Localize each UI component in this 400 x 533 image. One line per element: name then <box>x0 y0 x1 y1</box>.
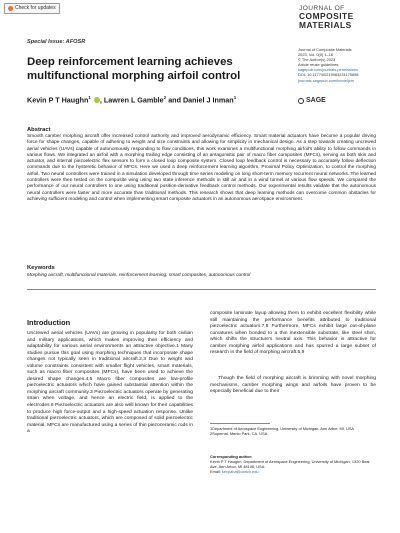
affiliation-2: 2Supernal, Menlo Park, CA, USA <box>210 431 268 437</box>
introduction-paragraph-right: composite laminate layup allowing them to exhibit excellent flexibility while still maintaining the performance benefits attributed to traditional piezoelectric actuators.7,8 Furthermore, MFCs exhibit large out-of-plane curvatures when bonded to a thin inextensible substrate, like steel shim, which shifts the structure's neutral axis. This behavior is attractive for camber morphing airfoil applications and has spurred a large subset of research in the field of morphing aircraft.5,9 <box>210 311 376 356</box>
abstract-text: Smooth camber morphing aircraft offer increased control authority and improved aerodynamic efficiency. Smart material actuators have become a popular driving force for shape changes, capable of adhering to weight and size constraints and allowing for simplicity in mechanical design. As a step towards creating uncrewed aerial vehicles (UAVs) capable of autonomously responding to flow conditions, this work examines a multifunctional morphing airfoil's ability to follow commands in various flows. We integrated an airfoil with a morphing trailing edge consisting of an antagonistic pair of macro fiber composites (MFCs), serving as both skin and actuator, and internal piezoelectric flex sensors to form a closed loop composite system. Closed loop feedback control is necessary to accurately follow deflection commands due to the hysteretic behavior of MFCs. Here we used a deep reinforcement learning algorithm, Proximal Policy Optimization, to control the morphing airfoil. Two neural controllers were trained in a simulation developed through time series modeling on long short-term memory recurrent neural networks. The learned controllers were then tested on the composite wing using two state inference methods in still air and in a wind tunnel at various flow speeds. We compared the performance of our neural controllers to one using traditional position-derivative feedback control methods. Our experimental results validate that the autonomous neural controllers were faster and more accurate than traditional methods. This research shows that deep learning methods can overcome common obstacles for achieving sufficient modeling and control when implementing smart composite actuators in an autonomous aerospace environment. <box>27 134 376 202</box>
introduction-paragraph-left: Uncrewed aerial vehicles (UAVs) are growing in popularity for both civilian and military applications, which makes improving their efficiency and adaptability for various aerial environments an attractive objective.1 Many studies pursue this goal using morphing techniques that incorporate shape changes not typically seen in traditional aircraft.2,3 Due to weight and volume constraints consistent with smaller flight vehicles, smart materials, such as macro fiber composites (MFCs), have been used to achieve the desired shape changes.4,5 Macro fiber composites are low-profile piezoelectric actuators which have gained substantial attention within the morphing aircraft community.3 Piezoelectric actuators operate by generating strain when voltage, and hence an electric field, is applied to the electrodes.6 Piezoelectric actuators are also well known for their capabilities to produce high force-output and a high-speed actuation response. Unlike traditional piezoelectric actuators, which are composed of solid piezoelectric material, MFCs are manufactured using a series of thin piezoceramic rods in a <box>27 331 193 435</box>
publisher-name: SAGE <box>306 97 326 104</box>
author-list <box>27 95 236 104</box>
email-label: Email: <box>210 469 221 475</box>
journal-logo-line1: JOURNAL OF <box>299 5 345 12</box>
author-affiliation-mark: 2 <box>163 95 167 100</box>
article-title: Deep reinforcement learning achieves multifunctional morphing airfoil control <box>27 56 241 82</box>
journal-logo <box>299 5 373 29</box>
email-link[interactable]: kevpaha@umich.edu <box>221 469 259 475</box>
corresponding-author-address: Kevin P T Haughn, Department of Aerospace Engineering, University of Michigan, 1320 Beal Ave, Ann Arbor, MI 48108, USA. <box>210 459 370 470</box>
update-icon <box>8 6 13 11</box>
author-separator: , <box>99 95 102 105</box>
meta-reuse-link[interactable]: sagepub.com/journals-permissions <box>298 67 359 73</box>
abstract-heading: Abstract <box>27 127 51 133</box>
meta-journal-link[interactable]: journals.sagepub.com/home/jcm <box>298 77 355 83</box>
journal-logo-line2: COMPOSITE <box>299 11 354 22</box>
check-for-updates-badge[interactable] <box>4 3 60 14</box>
corresponding-author-email-line <box>210 469 376 474</box>
introduction-heading: Introduction <box>27 318 71 327</box>
author-name[interactable]: Lawren L Gamble <box>103 95 164 105</box>
meta-volume: 2023, Vol. 0(0) 1–16 <box>298 52 334 58</box>
publisher-logo <box>298 97 326 104</box>
journal-meta <box>298 47 378 83</box>
affiliation-1: 1Department of Aerospace Engineering, University of Michigan, Ann Arbor, MI, USA <box>210 426 355 431</box>
keywords-heading: Keywords <box>27 265 55 271</box>
corresponding-author-heading: Corresponding author: <box>210 454 253 459</box>
meta-copyright: © The Author(s) 2023 <box>298 57 336 63</box>
author-affiliation-mark: 1 <box>88 95 91 100</box>
journal-logo-line3: MATERIALS <box>299 19 352 30</box>
author-separator: and <box>168 95 181 105</box>
author-name[interactable]: Kevin P T Haughn <box>27 95 89 105</box>
keywords-text: Morphing aircraft, multifunctional materials, reinforcement learning, smart composites, autonomous control <box>27 273 251 278</box>
footnote-divider <box>210 423 270 424</box>
special-issue-label: Special Issue: AFOSR <box>27 39 86 45</box>
sage-icon <box>298 98 304 104</box>
author-name[interactable]: Daniel J Inman <box>182 95 234 105</box>
author-affiliation-mark: 1 <box>233 95 237 100</box>
section-divider <box>27 289 376 290</box>
badge-label: Check for updates <box>15 5 56 11</box>
affiliations <box>210 426 376 436</box>
meta-reuse: Article reuse guidelines: <box>298 62 340 68</box>
meta-journal-name: Journal of Composite Materials <box>298 47 352 52</box>
meta-doi[interactable]: DOI: 10.1177/00219983231175698 <box>298 72 359 78</box>
corresponding-author-details <box>210 459 376 475</box>
introduction-paragraph-right-2: Though the field of morphing aircraft is brimming with novel morphing mechanisms, camber morphing wings and airfoils have proven to be especially beneficial due to their <box>210 376 376 395</box>
